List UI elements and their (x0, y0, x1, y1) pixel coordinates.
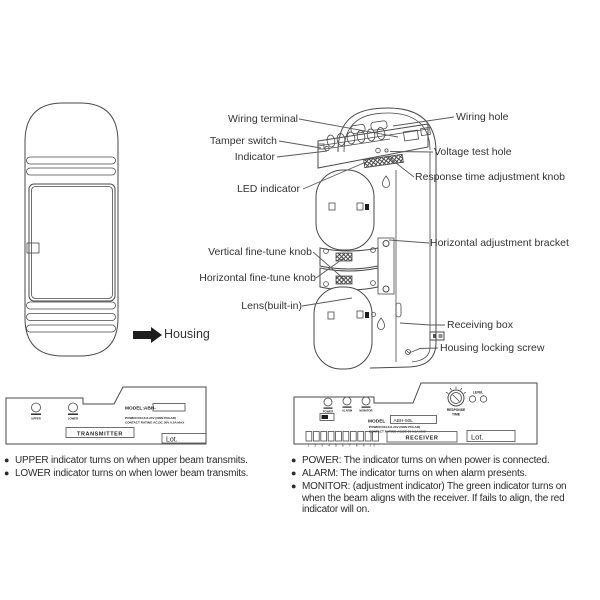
note-text: UPPER indicator turns on when upper beam transmits. (15, 455, 248, 466)
label-vertical-fine-tune-knob: Vertical fine-tune knob (208, 246, 312, 258)
label-lens-built-in: Lens(built-in) (241, 300, 302, 312)
label-indicator: Indicator (234, 151, 275, 163)
housing-drawing (25, 103, 118, 356)
horizontal-fine-tune-knob (336, 276, 352, 284)
power-led (324, 398, 332, 406)
response-time-knob (446, 387, 466, 407)
transmitter-panel (6, 387, 206, 444)
bullet-icon: ● (4, 468, 10, 479)
note-lower (4, 468, 290, 480)
upper-led (32, 403, 41, 412)
housing-locking-screw-part (396, 303, 411, 355)
note-text: LOWER indicator turns on when lower beam transmits. (15, 468, 249, 480)
mount-hole-upper (383, 176, 390, 188)
bullet-icon: ● (291, 455, 297, 465)
receiver-name: RECEIVER (405, 435, 439, 442)
monitor-led (362, 397, 370, 405)
lower-led-label: LOWER (67, 416, 79, 421)
led-indicator-strip (364, 154, 404, 167)
receiver-panel (294, 383, 537, 448)
note-alarm (291, 468, 591, 480)
transmitter-contact-rating: CONTACT RATING AC,DC 30V 0.5A MAX (125, 420, 185, 425)
label-horizontal-adjustment-bracket: Horizontal adjustment bracket (430, 237, 569, 249)
level-indicators (469, 391, 486, 403)
label-tamper-switch: Tamper switch (209, 135, 277, 147)
housing-arrow-icon (133, 327, 162, 343)
receiver-contact-rating: CONTACT RATING AC,DC 30 0.5A MAX (369, 429, 427, 434)
transmitter-notes (4, 455, 290, 481)
level-label: LEVEL (472, 390, 484, 395)
receiver-power-rating: POWER DC13.8-24V (NON POLAR) (369, 425, 421, 429)
receiver-model-value: ABH-50L (393, 419, 413, 424)
note-text: MONITOR: (adjustment indicator) The green indicator turns on when the beam aligns with the receiver. If fails to align, the red indicator will on. (302, 481, 567, 516)
transmitter-lot-label: Lot. (166, 436, 178, 444)
terminal-numbers: 1 2 3 4 5 6 7 8 9 10 (307, 443, 378, 448)
bullet-icon: ● (4, 455, 10, 465)
note-power (291, 455, 591, 467)
response-label-line1: RESPONSE (446, 408, 466, 412)
note-upper (4, 455, 290, 467)
transmitter-model-label: MODEL:ABH- (125, 406, 156, 412)
bullet-icon: ● (291, 481, 297, 492)
response-label-line2: TIME (452, 412, 460, 417)
receiver-model-label: MODEL (368, 419, 386, 425)
upper-lens-dome (316, 170, 374, 250)
note-text: ALARM: The indicator turns on when alarm presents. (302, 468, 527, 480)
upper-led-label: UPPER (31, 416, 41, 421)
alarm-led (343, 397, 351, 405)
lower-led (69, 403, 78, 412)
housing-locking-screw-icon (430, 332, 444, 340)
note-monitor (291, 481, 591, 516)
note-text: POWER: The indicator turns on when power is connected. (302, 455, 550, 466)
level-led-red (480, 396, 486, 402)
alarm-led-label: ALARM (341, 408, 353, 413)
bullet-icon: ● (291, 468, 297, 479)
receiver-lot-label: Lot. (471, 432, 484, 442)
label-voltage-test-hole: Voltage test hole (434, 146, 512, 158)
vertical-fine-tune-knob (336, 253, 352, 261)
label-wiring-terminal: Wiring terminal (227, 113, 298, 125)
voltage-test-hole-part (376, 148, 388, 153)
mount-hole-lower (378, 318, 385, 330)
transmitter-name: TRANSMITTER (76, 431, 124, 438)
receiver-notes (291, 455, 591, 517)
terminal-strip (306, 432, 378, 448)
mode-slide-switch (320, 414, 334, 421)
label-housing-locking-screw: Housing locking screw (440, 342, 545, 354)
monitor-led-label: MONITOR (359, 408, 373, 413)
label-housing: Housing (164, 327, 210, 341)
label-response-time-adjustment-knob: Response time adjustment knob (415, 171, 565, 183)
label-horizontal-fine-tune-knob: Horizontal fine-tune knob (199, 272, 316, 284)
unit-drawing (314, 108, 436, 369)
label-led-indicator: LED indicator (236, 183, 300, 195)
label-wiring-hole: Wiring hole (456, 111, 509, 123)
level-led-green (469, 396, 475, 402)
label-receiving-box: Receiving box (447, 319, 513, 331)
transmitter-power-rating: POWER DC13.8-24V (NON POLAR) (125, 416, 177, 420)
power-led-label: POWER (322, 409, 334, 414)
model-number-box (153, 404, 185, 412)
